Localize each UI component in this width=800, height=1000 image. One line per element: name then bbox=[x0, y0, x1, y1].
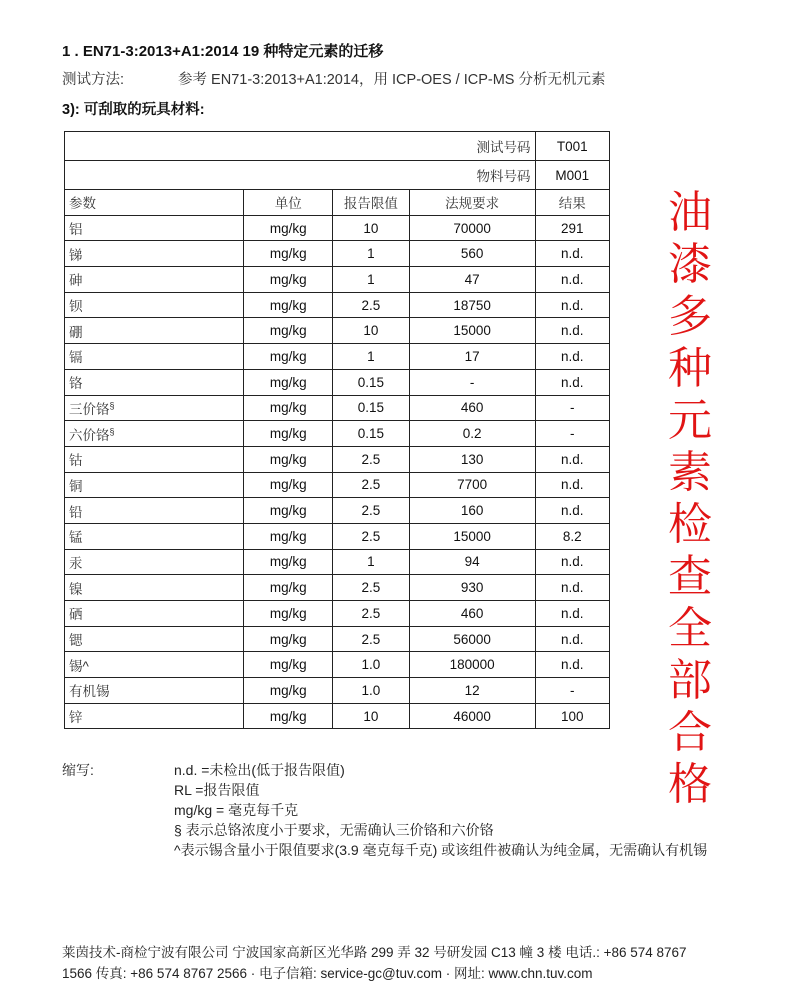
unit-cell bbox=[244, 549, 333, 575]
result-cell bbox=[535, 703, 609, 729]
unit-cell bbox=[244, 652, 333, 678]
unit-cell bbox=[244, 472, 333, 498]
parameter-cell-text: 硼 bbox=[69, 324, 83, 340]
abbreviations-list bbox=[174, 760, 794, 860]
table-row bbox=[65, 678, 610, 704]
unit-cell-text: mg/kg bbox=[269, 503, 307, 519]
abbreviation-line: n.d. =未检出(低于报告限值) bbox=[174, 762, 345, 778]
report-limit-cell-text: 10 bbox=[363, 220, 379, 236]
result-cell-text: n.d. bbox=[561, 631, 584, 647]
result-cell-text: - bbox=[570, 400, 575, 416]
column-header-param: 参数 bbox=[65, 190, 244, 216]
parameter-cell bbox=[65, 472, 244, 498]
parameter-cell-text: 铝 bbox=[69, 222, 83, 238]
unit-cell-text: mg/kg bbox=[269, 451, 307, 467]
requirement-cell-text: 0.2 bbox=[462, 426, 482, 442]
result-cell-text: n.d. bbox=[561, 323, 584, 339]
report-limit-cell-text: 2.5 bbox=[361, 477, 381, 493]
parameter-cell-text: 锶 bbox=[69, 633, 83, 649]
report-limit-cell-text: 1 bbox=[367, 348, 375, 364]
unit-cell bbox=[244, 369, 333, 395]
parameter-cell-text: 铬 bbox=[69, 376, 83, 392]
result-cell-text: n.d. bbox=[561, 297, 584, 313]
report-limit-cell-text: 2.5 bbox=[361, 297, 381, 313]
requirement-cell-text: 560 bbox=[460, 246, 484, 262]
report-limit-cell bbox=[333, 472, 410, 498]
result-cell-text: n.d. bbox=[561, 657, 584, 673]
requirement-cell bbox=[409, 446, 535, 472]
report-limit-cell-text: 10 bbox=[363, 708, 379, 724]
table-row bbox=[65, 498, 610, 524]
requirement-cell-text: 460 bbox=[460, 605, 484, 621]
unit-cell-text: mg/kg bbox=[269, 271, 307, 287]
table-row bbox=[65, 601, 610, 627]
unit-cell-text: mg/kg bbox=[269, 220, 307, 236]
result-cell-text: n.d. bbox=[561, 580, 584, 596]
parameter-cell-text: 铅 bbox=[69, 504, 83, 520]
test-method-text: 参考 EN71-3:2013+A1:2014，用 ICP-OES / ICP-MS 分析无机元素 bbox=[178, 72, 606, 88]
requirement-cell-text: 47 bbox=[464, 271, 480, 287]
report-limit-cell bbox=[333, 626, 410, 652]
unit-cell-text: mg/kg bbox=[269, 297, 307, 313]
result-cell bbox=[535, 446, 609, 472]
table-row bbox=[65, 523, 610, 549]
unit-cell-text: mg/kg bbox=[269, 374, 307, 390]
requirement-cell bbox=[409, 344, 535, 370]
report-limit-cell bbox=[333, 678, 410, 704]
unit-cell bbox=[244, 703, 333, 729]
requirement-cell-text: 70000 bbox=[453, 220, 491, 236]
parameter-cell bbox=[65, 601, 244, 627]
column-header-row bbox=[65, 190, 610, 216]
result-cell bbox=[535, 678, 609, 704]
result-cell-text: n.d. bbox=[561, 477, 584, 493]
unit-cell-text: mg/kg bbox=[269, 605, 307, 621]
report-limit-cell bbox=[333, 652, 410, 678]
unit-cell bbox=[244, 626, 333, 652]
parameter-cell bbox=[65, 575, 244, 601]
requirement-cell bbox=[409, 601, 535, 627]
unit-cell bbox=[244, 215, 333, 241]
parameter-cell bbox=[65, 549, 244, 575]
table-row bbox=[65, 652, 610, 678]
test-number-row bbox=[65, 132, 610, 161]
unit-cell bbox=[244, 292, 333, 318]
parameter-cell bbox=[65, 446, 244, 472]
unit-cell bbox=[244, 267, 333, 293]
unit-cell bbox=[244, 318, 333, 344]
result-cell-text: 8.2 bbox=[562, 528, 582, 544]
parameter-cell-text: 砷 bbox=[69, 273, 83, 289]
parameter-cell-text: 硒 bbox=[69, 607, 83, 623]
requirement-cell bbox=[409, 703, 535, 729]
report-limit-cell bbox=[333, 267, 410, 293]
report-limit-cell bbox=[333, 498, 410, 524]
result-cell bbox=[535, 472, 609, 498]
parameter-cell bbox=[65, 652, 244, 678]
requirement-cell-text: 18750 bbox=[453, 297, 491, 313]
requirement-cell-text: 15000 bbox=[453, 528, 491, 544]
table-row bbox=[65, 703, 610, 729]
unit-cell-text: mg/kg bbox=[269, 323, 307, 339]
requirement-cell bbox=[409, 652, 535, 678]
unit-cell-text: mg/kg bbox=[269, 580, 307, 596]
test-number-value: T001 bbox=[535, 132, 609, 161]
column-header-requirement: 法规要求 bbox=[409, 190, 535, 216]
report-limit-cell-text: 1.0 bbox=[361, 682, 381, 698]
parameter-cell-text: 钴 bbox=[69, 453, 83, 469]
result-cell bbox=[535, 549, 609, 575]
report-limit-cell-text: 2.5 bbox=[361, 451, 381, 467]
report-limit-cell-text: 0.15 bbox=[357, 400, 385, 416]
report-limit-cell-text: 2.5 bbox=[361, 528, 381, 544]
table-row bbox=[65, 446, 610, 472]
report-limit-cell-text: 0.15 bbox=[357, 426, 385, 442]
report-limit-cell bbox=[333, 215, 410, 241]
result-cell bbox=[535, 395, 609, 421]
requirement-cell-text: 930 bbox=[460, 580, 484, 596]
table-row bbox=[65, 318, 610, 344]
abbreviation-line: § 表示总铬浓度小于要求，无需确认三价铬和六价铬 bbox=[174, 822, 494, 838]
result-cell bbox=[535, 498, 609, 524]
requirement-cell bbox=[409, 267, 535, 293]
unit-cell bbox=[244, 395, 333, 421]
unit-cell-text: mg/kg bbox=[269, 708, 307, 724]
result-cell-text: 291 bbox=[561, 220, 584, 236]
result-cell-text: 100 bbox=[561, 708, 584, 724]
report-limit-cell bbox=[333, 601, 410, 627]
requirement-cell-text: 94 bbox=[464, 554, 480, 570]
results-table bbox=[64, 131, 610, 729]
parameter-cell bbox=[65, 678, 244, 704]
parameter-cell bbox=[65, 421, 244, 447]
parameter-cell-text: 镍 bbox=[69, 581, 83, 597]
requirement-cell-text: 12 bbox=[464, 682, 480, 698]
parameter-cell-text: 铜 bbox=[69, 478, 83, 494]
requirement-cell-text: 15000 bbox=[453, 323, 491, 339]
report-limit-cell-text: 2.5 bbox=[361, 580, 381, 596]
unit-cell bbox=[244, 678, 333, 704]
result-cell bbox=[535, 652, 609, 678]
requirement-cell-text: 56000 bbox=[453, 631, 491, 647]
result-cell bbox=[535, 626, 609, 652]
unit-cell-text: mg/kg bbox=[269, 631, 307, 647]
parameter-cell-text: 镉 bbox=[69, 350, 83, 366]
report-limit-cell-text: 1 bbox=[367, 271, 375, 287]
table-row bbox=[65, 549, 610, 575]
table-row bbox=[65, 395, 610, 421]
abbreviation-line: ^表示锡含量小于限值要求(3.9 毫克每千克) 或该组件被确认为纯金属，无需确认有机锡 bbox=[174, 842, 708, 858]
table-row bbox=[65, 292, 610, 318]
result-cell bbox=[535, 523, 609, 549]
column-header-result: 结果 bbox=[535, 190, 609, 216]
material-number-value: M001 bbox=[535, 161, 609, 190]
requirement-cell-text: 130 bbox=[460, 451, 484, 467]
parameter-cell bbox=[65, 626, 244, 652]
parameter-cell bbox=[65, 395, 244, 421]
result-cell-text: n.d. bbox=[561, 271, 584, 287]
unit-cell bbox=[244, 344, 333, 370]
requirement-cell bbox=[409, 318, 535, 344]
parameter-cell-text: 六价铬 bbox=[69, 427, 110, 443]
red-stamp-text: 油漆多种元素检查全部合格 bbox=[668, 187, 712, 810]
parameter-cell-text: 锰 bbox=[69, 530, 83, 546]
requirement-cell bbox=[409, 523, 535, 549]
parameter-cell-text: 锑 bbox=[69, 247, 83, 263]
report-limit-cell bbox=[333, 395, 410, 421]
requirement-cell bbox=[409, 678, 535, 704]
table-row bbox=[65, 369, 610, 395]
requirement-cell-text: - bbox=[469, 374, 475, 390]
footnote-mark: § bbox=[109, 400, 115, 411]
report-limit-cell bbox=[333, 549, 410, 575]
unit-cell bbox=[244, 601, 333, 627]
result-cell-text: - bbox=[570, 426, 575, 442]
requirement-cell bbox=[409, 215, 535, 241]
result-cell-text: - bbox=[570, 682, 575, 698]
unit-cell-text: mg/kg bbox=[269, 400, 307, 416]
parameter-cell-text: 汞 bbox=[69, 555, 83, 571]
report-limit-cell bbox=[333, 369, 410, 395]
company-footer bbox=[62, 942, 790, 984]
report-limit-cell bbox=[333, 575, 410, 601]
parameter-cell bbox=[65, 318, 244, 344]
result-cell bbox=[535, 369, 609, 395]
parameter-cell-text: 锌 bbox=[69, 710, 83, 726]
parameter-cell-text: 有机锡 bbox=[69, 684, 110, 700]
requirement-cell-text: 7700 bbox=[457, 477, 488, 493]
parameter-cell bbox=[65, 703, 244, 729]
footer-line-2: 1566 传真: +86 574 8767 2566 · 电子信箱: service-gc@tuv.com · 网址: www.chn.tuv.com bbox=[62, 966, 593, 981]
requirement-cell-text: 460 bbox=[460, 400, 484, 416]
column-header-rl: 报告限值 bbox=[333, 190, 410, 216]
parameter-cell bbox=[65, 292, 244, 318]
parameter-cell bbox=[65, 523, 244, 549]
requirement-cell bbox=[409, 575, 535, 601]
report-limit-cell bbox=[333, 318, 410, 344]
requirement-cell-text: 160 bbox=[460, 503, 484, 519]
parameter-cell bbox=[65, 241, 244, 267]
parameter-cell bbox=[65, 498, 244, 524]
report-limit-cell bbox=[333, 292, 410, 318]
result-cell bbox=[535, 344, 609, 370]
requirement-cell-text: 180000 bbox=[449, 657, 495, 673]
requirement-cell-text: 17 bbox=[464, 348, 480, 364]
result-cell bbox=[535, 318, 609, 344]
parameter-cell bbox=[65, 215, 244, 241]
result-cell bbox=[535, 421, 609, 447]
unit-cell-text: mg/kg bbox=[269, 477, 307, 493]
result-cell bbox=[535, 575, 609, 601]
report-limit-cell-text: 2.5 bbox=[361, 605, 381, 621]
unit-cell-text: mg/kg bbox=[269, 348, 307, 364]
table-row bbox=[65, 267, 610, 293]
requirement-cell bbox=[409, 395, 535, 421]
parameter-cell-text: 三价铬 bbox=[69, 401, 110, 417]
abbreviation-line: mg/kg = 毫克每千克 bbox=[174, 802, 299, 818]
parameter-cell-text: 锡^ bbox=[69, 658, 89, 674]
material-subtitle: 3): 可刮取的玩具材料: bbox=[62, 102, 205, 118]
parameter-cell bbox=[65, 267, 244, 293]
requirement-cell bbox=[409, 292, 535, 318]
requirement-cell bbox=[409, 369, 535, 395]
unit-cell bbox=[244, 421, 333, 447]
result-cell-text: n.d. bbox=[561, 554, 584, 570]
result-cell bbox=[535, 292, 609, 318]
requirement-cell bbox=[409, 241, 535, 267]
result-cell-text: n.d. bbox=[561, 605, 584, 621]
unit-cell bbox=[244, 575, 333, 601]
unit-cell bbox=[244, 498, 333, 524]
report-limit-cell-text: 1.0 bbox=[361, 657, 381, 673]
table-row bbox=[65, 575, 610, 601]
material-number-label: 物料号码 bbox=[65, 161, 536, 190]
unit-cell bbox=[244, 446, 333, 472]
result-cell-text: n.d. bbox=[561, 374, 584, 390]
report-limit-cell bbox=[333, 523, 410, 549]
abbreviations-label: 缩写: bbox=[62, 762, 94, 778]
table-row bbox=[65, 344, 610, 370]
test-number-label: 测试号码 bbox=[65, 132, 536, 161]
report-limit-cell bbox=[333, 241, 410, 267]
unit-cell-text: mg/kg bbox=[269, 528, 307, 544]
requirement-cell bbox=[409, 626, 535, 652]
result-cell-text: n.d. bbox=[561, 503, 584, 519]
requirement-cell-text: 46000 bbox=[453, 708, 491, 724]
footnote-mark: § bbox=[109, 426, 115, 437]
unit-cell-text: mg/kg bbox=[269, 657, 307, 673]
test-method bbox=[62, 68, 606, 89]
report-limit-cell bbox=[333, 421, 410, 447]
result-cell bbox=[535, 215, 609, 241]
requirement-cell bbox=[409, 498, 535, 524]
material-number-row bbox=[65, 161, 610, 190]
result-cell bbox=[535, 241, 609, 267]
table-row bbox=[65, 215, 610, 241]
report-limit-cell bbox=[333, 446, 410, 472]
report-limit-cell-text: 10 bbox=[363, 323, 379, 339]
parameter-cell bbox=[65, 369, 244, 395]
requirement-cell bbox=[409, 472, 535, 498]
test-method-label: 测试方法: bbox=[62, 72, 125, 88]
section-heading: 1 . EN71-3:2013+A1:2014 19 种特定元素的迁移 bbox=[62, 43, 384, 60]
unit-cell-text: mg/kg bbox=[269, 426, 307, 442]
unit-cell bbox=[244, 241, 333, 267]
result-cell bbox=[535, 267, 609, 293]
report-limit-cell-text: 2.5 bbox=[361, 631, 381, 647]
footer-line-1: 莱茵技术-商检宁波有限公司 宁波国家高新区光华路 299 弄 32 号研发园 C13 幢 3 楼 电话.: +86 574 8767 bbox=[62, 945, 687, 960]
report-limit-cell-text: 1 bbox=[367, 554, 375, 570]
report-limit-cell-text: 0.15 bbox=[357, 374, 385, 390]
requirement-cell bbox=[409, 549, 535, 575]
unit-cell bbox=[244, 523, 333, 549]
report-limit-cell bbox=[333, 344, 410, 370]
table-row bbox=[65, 421, 610, 447]
abbreviation-line: RL =报告限值 bbox=[174, 782, 260, 798]
report-limit-cell-text: 1 bbox=[367, 246, 375, 262]
table-row bbox=[65, 241, 610, 267]
requirement-cell bbox=[409, 421, 535, 447]
result-cell bbox=[535, 601, 609, 627]
result-cell-text: n.d. bbox=[561, 246, 584, 262]
table-row bbox=[65, 472, 610, 498]
result-cell-text: n.d. bbox=[561, 348, 584, 364]
parameter-cell-text: 钡 bbox=[69, 299, 83, 315]
result-cell-text: n.d. bbox=[561, 451, 584, 467]
column-header-unit: 单位 bbox=[244, 190, 333, 216]
table-row bbox=[65, 626, 610, 652]
report-limit-cell bbox=[333, 703, 410, 729]
report-limit-cell-text: 2.5 bbox=[361, 503, 381, 519]
unit-cell-text: mg/kg bbox=[269, 246, 307, 262]
parameter-cell bbox=[65, 344, 244, 370]
unit-cell-text: mg/kg bbox=[269, 682, 307, 698]
unit-cell-text: mg/kg bbox=[269, 554, 307, 570]
